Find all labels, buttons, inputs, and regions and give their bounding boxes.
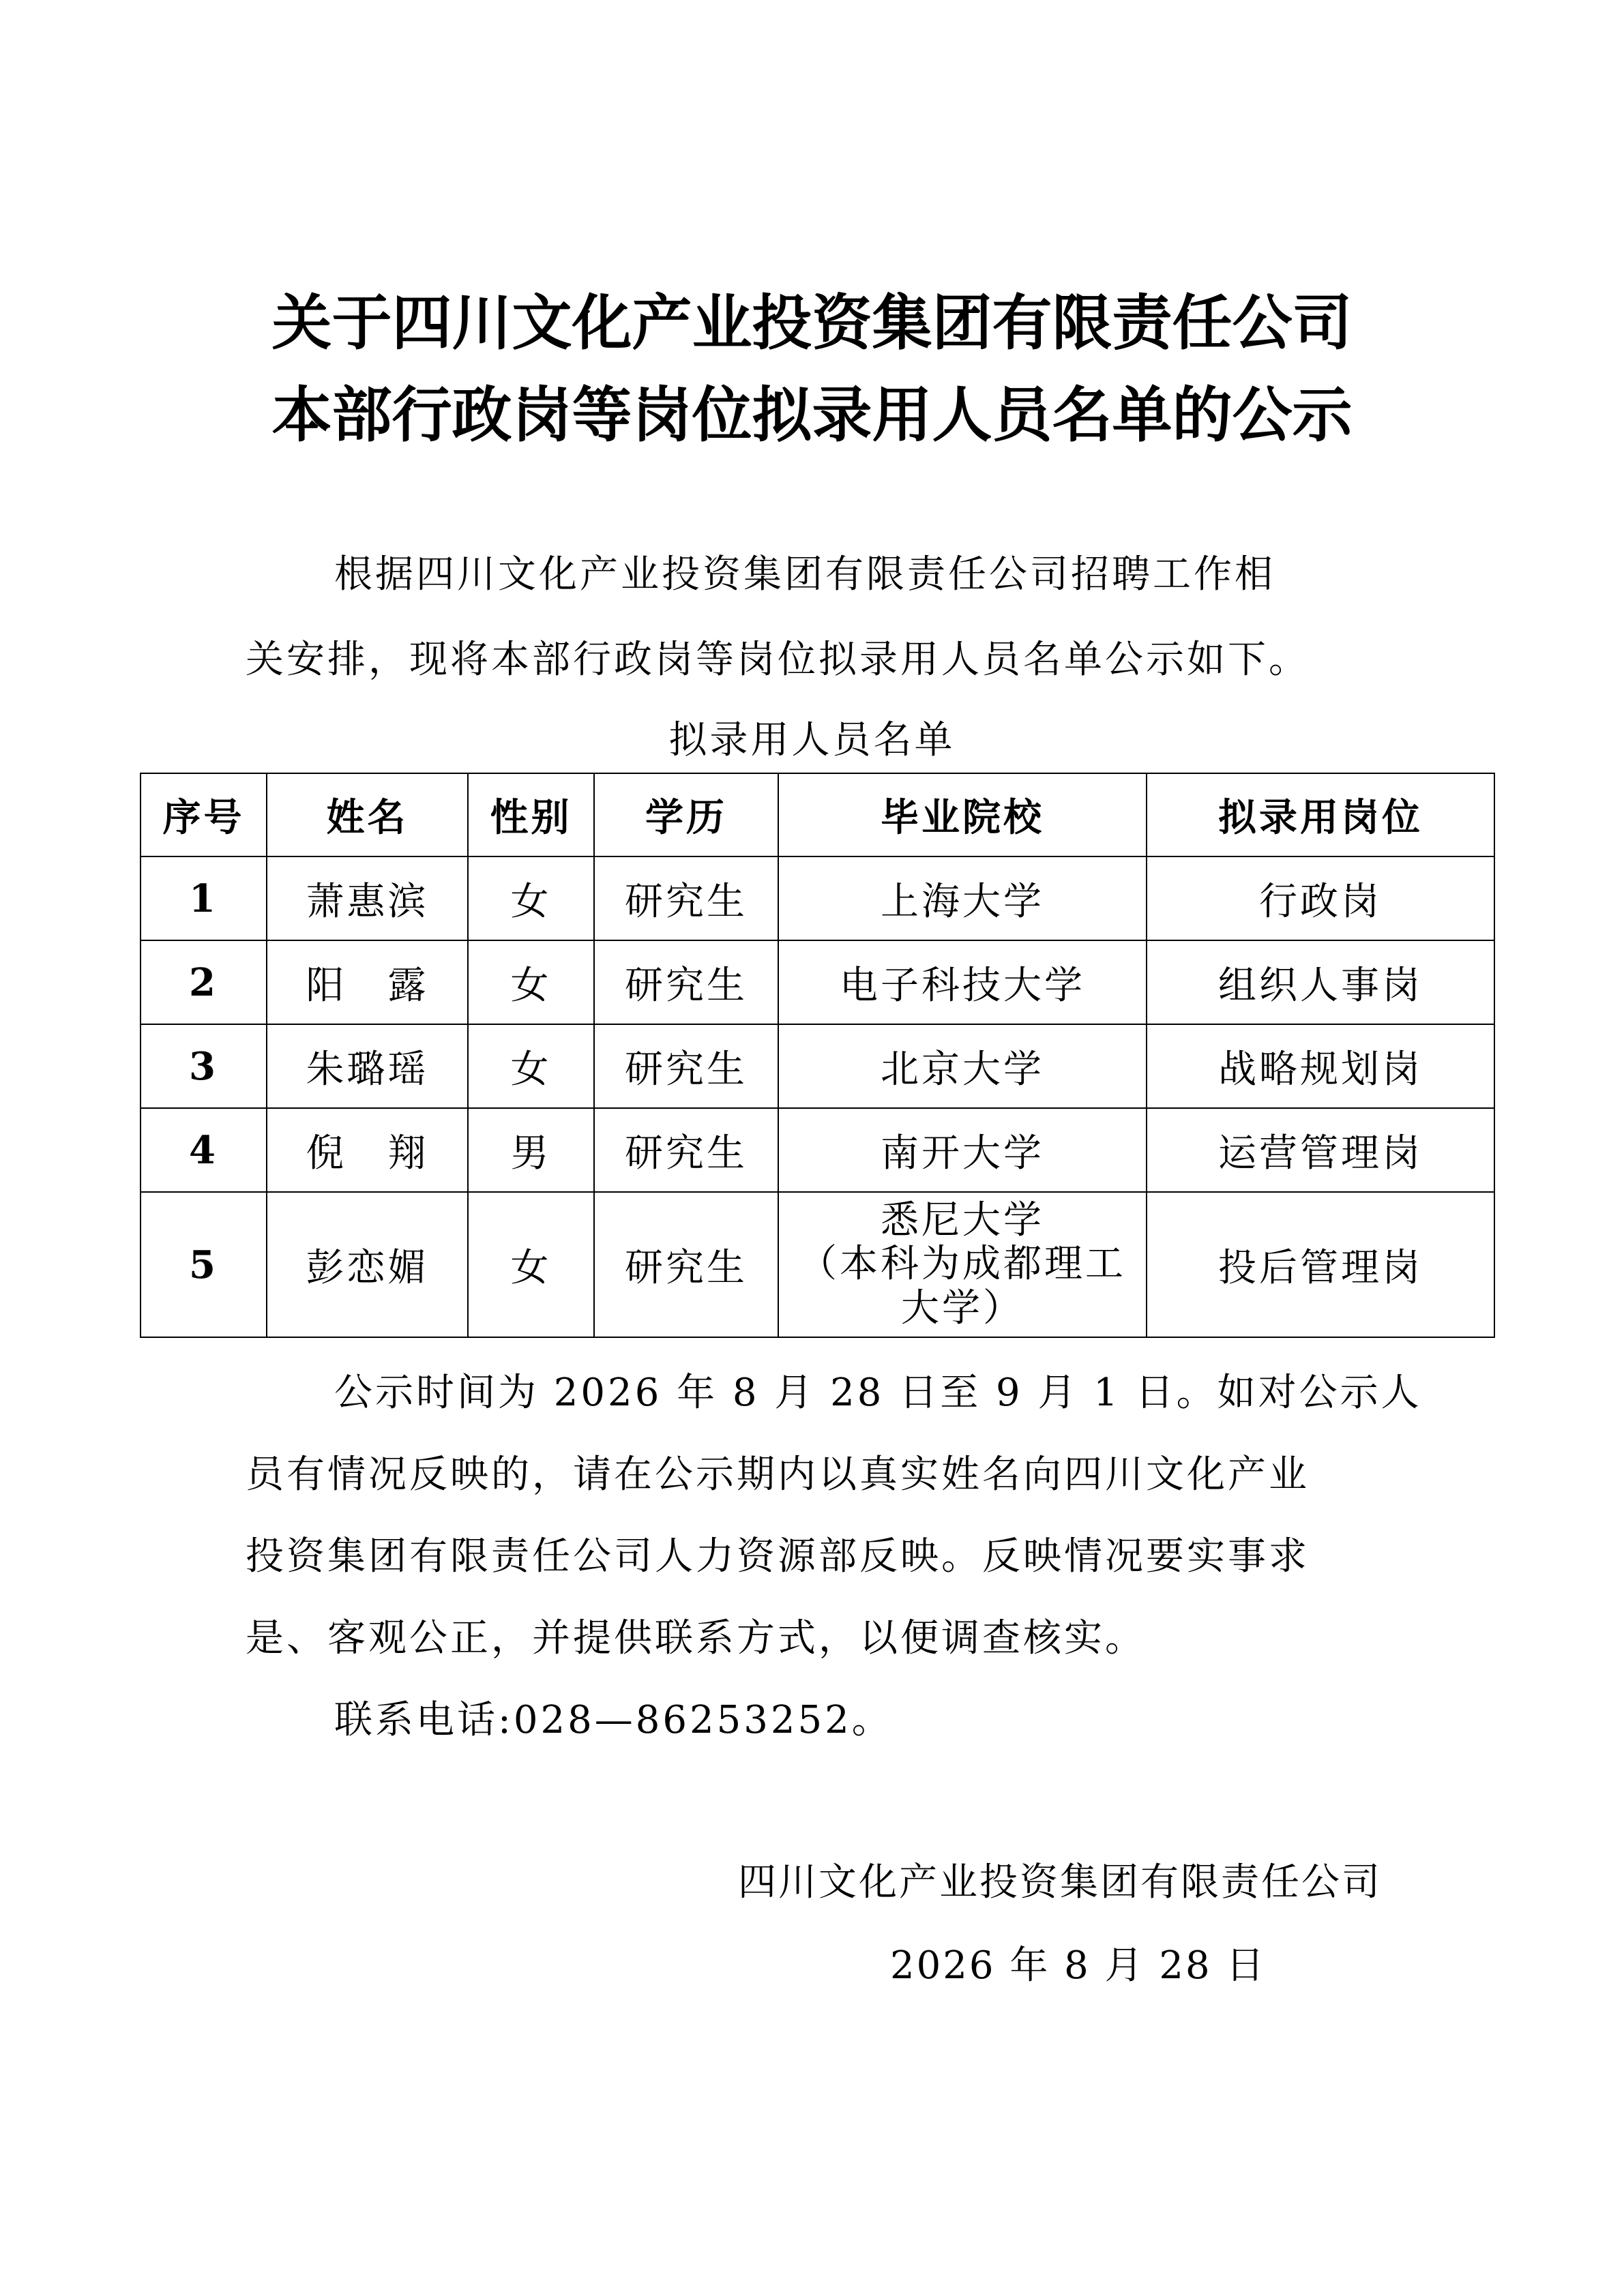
intro-paragraph-line-1: 根据四川文化产业投资集团有限责任公司招聘工作相 <box>334 552 1275 597</box>
table-row <box>141 1024 1494 1108</box>
header-position: 拟录用岗位 <box>1147 773 1494 856</box>
cell-education: 研究生 <box>594 1192 778 1337</box>
cell-no: 5 <box>141 1192 267 1337</box>
document-title-line-2: 本部行政岗等岗位拟录用人员名单的公示 <box>271 380 1353 450</box>
cell-name: 萧惠滨 <box>267 856 468 940</box>
table-row <box>141 1108 1494 1192</box>
contact-phone: 联系电话:028—86253252。 <box>334 1698 893 1742</box>
cell-name: 朱璐瑶 <box>267 1024 468 1108</box>
cell-no: 3 <box>141 1024 267 1108</box>
cell-gender: 女 <box>468 856 594 940</box>
cell-gender: 男 <box>468 1108 594 1192</box>
header-no: 序号 <box>141 773 267 856</box>
cell-school: 北京大学 <box>778 1024 1147 1108</box>
table-row <box>141 940 1494 1024</box>
cell-position: 运营管理岗 <box>1147 1108 1494 1192</box>
cell-position: 组织人事岗 <box>1147 940 1494 1024</box>
document-title-line-1: 关于四川文化产业投资集团有限责任公司 <box>271 288 1353 358</box>
cell-school: 悉尼大学 （本科为成都理工 大学） <box>778 1192 1147 1337</box>
signature-organization: 四川文化产业投资集团有限责任公司 <box>738 1860 1382 1905</box>
cell-position: 行政岗 <box>1147 856 1494 940</box>
notice-paragraph-line-4: 是、客观公正，并提供联系方式，以便调查核实。 <box>246 1616 1146 1660</box>
cell-education: 研究生 <box>594 1108 778 1192</box>
hire-roster-table <box>140 773 1495 1338</box>
notice-paragraph-line-2: 员有情况反映的，请在公示期内以真实姓名向四川文化产业 <box>246 1452 1310 1497</box>
cell-gender: 女 <box>468 940 594 1024</box>
header-gender: 性别 <box>468 773 594 856</box>
table-header-row <box>141 773 1494 856</box>
intro-paragraph-line-2: 关安排，现将本部行政岗等岗位拟录用人员名单公示如下。 <box>246 638 1310 682</box>
cell-position: 投后管理岗 <box>1147 1192 1494 1337</box>
cell-school: 上海大学 <box>778 856 1147 940</box>
cell-no: 4 <box>141 1108 267 1192</box>
header-school: 毕业院校 <box>778 773 1147 856</box>
signature-date: 2026 年 8 月 28 日 <box>890 1943 1267 1988</box>
cell-name: 彭恋媚 <box>267 1192 468 1337</box>
cell-no: 2 <box>141 940 267 1024</box>
table-row <box>141 1192 1494 1337</box>
header-name: 姓名 <box>267 773 468 856</box>
table-caption: 拟录用人员名单 <box>668 718 956 762</box>
cell-education: 研究生 <box>594 940 778 1024</box>
cell-education: 研究生 <box>594 1024 778 1108</box>
cell-no: 1 <box>141 856 267 940</box>
cell-gender: 女 <box>468 1192 594 1337</box>
notice-paragraph-line-1: 公示时间为 2026 年 8 月 28 日至 9 月 1 日。如对公示人 <box>334 1371 1422 1415</box>
notice-paragraph-line-3: 投资集团有限责任公司人力资源部反映。反映情况要实事求 <box>246 1534 1310 1579</box>
cell-school: 电子科技大学 <box>778 940 1147 1024</box>
header-education: 学历 <box>594 773 778 856</box>
cell-position: 战略规划岗 <box>1147 1024 1494 1108</box>
cell-gender: 女 <box>468 1024 594 1108</box>
cell-education: 研究生 <box>594 856 778 940</box>
table-row <box>141 856 1494 940</box>
cell-name: 阳 露 <box>267 940 468 1024</box>
cell-school: 南开大学 <box>778 1108 1147 1192</box>
cell-name: 倪 翔 <box>267 1108 468 1192</box>
